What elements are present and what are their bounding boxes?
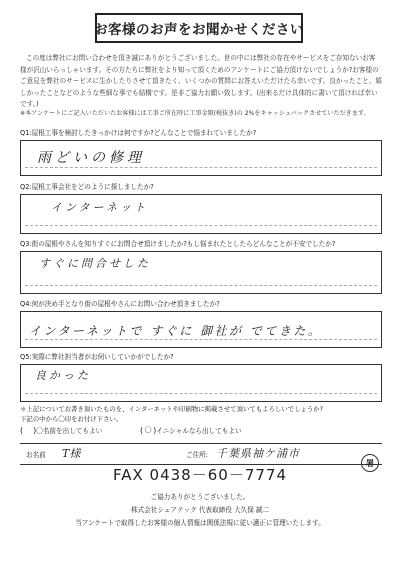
customer-name-value[interactable]: T様 xyxy=(62,447,81,460)
answer-rule xyxy=(25,393,377,394)
choice-name-ok-label: 〇名前を出してもよい xyxy=(36,427,103,435)
privacy-notice: 当アンケートで取得したお客様の個人情報は関係法規に従い適正に管理いたします。 xyxy=(75,519,325,527)
answer-5-box[interactable] xyxy=(20,364,382,402)
answer-rule xyxy=(25,225,377,226)
answer-2-box[interactable] xyxy=(20,194,382,234)
seal-stamp: 署 xyxy=(361,454,379,472)
cashback-notice: ※本アンケートにご記入いただいたお客様には工事ご所在時に工事金額(税抜き)の 2%をキャッシュバックさせていただきます。 xyxy=(20,110,370,117)
answer-2-text: インターネット xyxy=(51,201,149,214)
answer-3-box[interactable] xyxy=(20,251,382,294)
choice-initial-mark: 〇 xyxy=(144,426,152,434)
answer-rule xyxy=(25,339,377,340)
choice-name-ok[interactable]: ( ) 〇名前を出してもよい xyxy=(20,425,103,435)
consent-choices xyxy=(20,425,382,437)
answer-4-text: インターネットで すぐに 御社が でてきた。 xyxy=(29,324,323,338)
question-4-label: Q4:何が決め手となり街の屋根やさんにお問い合わせ頂きましたか? xyxy=(20,300,220,308)
customer-address-label: ご住所: xyxy=(186,451,209,459)
choice-initial[interactable]: ( 〇 ) イニシャルなら出してもよい xyxy=(140,425,242,435)
question-3-label: Q3:街の屋根やさんを知りすぐにお問合せ頂けましたか?もし悩まれたとしたらどんなことが不安でしたか? xyxy=(20,240,336,248)
company-signature: 株式会社シェアテック 代表取締役 大久保 誠二 xyxy=(130,506,270,514)
thanks-message: ご協力ありがとうございました。 xyxy=(150,493,250,501)
answer-rule xyxy=(25,285,377,286)
answer-1-text: 雨どいの修理 xyxy=(37,150,145,166)
answer-5-text: 良かった xyxy=(35,369,91,382)
fax-number: FAX 0438－60－7774 xyxy=(113,466,287,484)
intro-paragraph: この度は弊社にお問い合わせを頂き誠にありがとうございました。世の中には弊社の存在やサービスをご存知ないお客様が沢山いらっしゃいます。その方たちに弊社をより知って頂くためのアンケートにご協力頂けないでしょうか?お客様のご意見を弊社のサービスに生かしたりさせて頂きたく、いくつかの質問にお答えいただけたら幸いです。良かったこと、嬉しかったことなどのような些細な事でも結構です。是非ご協力お願い致します。(出来るだけ具体的に書いて頂ければ幸いです。) xyxy=(20,54,382,108)
answer-3-text: すぐに問合せした xyxy=(39,257,151,270)
page-title: お客様のお声をお聞かせください xyxy=(95,13,303,43)
customer-address-value[interactable]: 千葉県袖ケ浦市 xyxy=(216,447,300,460)
question-5-label: Q5:実際に弊社担当者がお伺いしていかがでしたか? xyxy=(20,353,174,361)
choice-initial-label: イニシャルなら出してもよい xyxy=(156,427,242,435)
customer-info-row xyxy=(20,443,382,465)
answer-rule xyxy=(25,167,377,168)
publish-consent-question: ＊上記についてお書き頂いたものを、インターネットや印刷物に掲載させて頂いてもよろしいでしょうか? xyxy=(20,405,324,413)
publish-consent-instruction: 下記の中から〇印をお付け下さい。 xyxy=(20,415,123,423)
question-2-label: Q2:屋根工事会社をどのように探しましたか? xyxy=(20,183,154,191)
answer-4-box[interactable] xyxy=(20,311,382,348)
answer-1-box[interactable] xyxy=(20,140,382,176)
intro-text xyxy=(20,53,382,111)
customer-name-label: お名前 xyxy=(26,451,46,459)
question-1-label: Q1:屋根工事を検討したきっかけは何ですか?どんなことで悩まれていましたか? xyxy=(20,129,257,137)
